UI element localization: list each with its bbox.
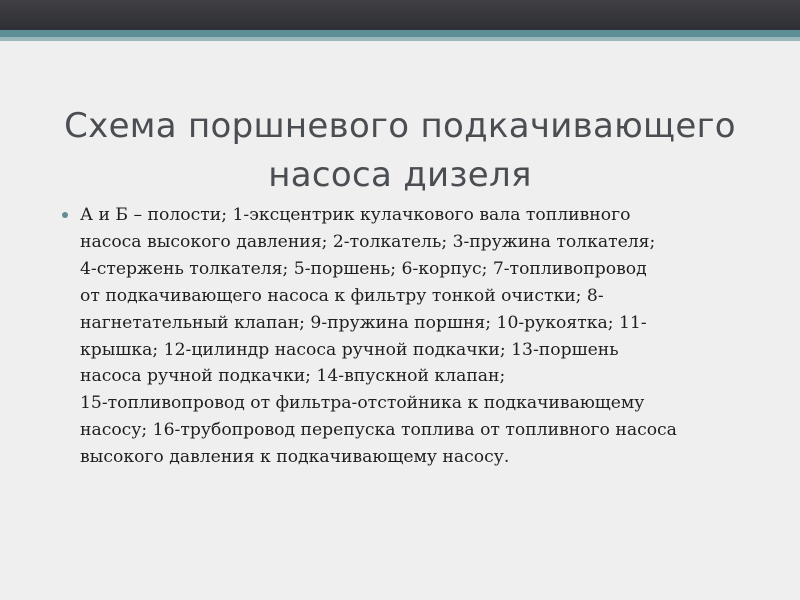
body-line-10: высокого давления к подкачивающему насосу. — [80, 447, 510, 468]
body-line-6: крышка; 12-цилиндр насоса ручной подкачки; 13-поршень — [80, 339, 619, 360]
body-line-3: 4-стержень толкателя; 5-поршень; 6-корпус; 7-топливопровод — [80, 258, 647, 279]
body-line-8: 15-топливопровод от фильтра-отстойника к подкачивающему — [80, 393, 645, 414]
body-line-4: от подкачивающего насоса к фильтру тонкой очистки; 8- — [80, 285, 604, 306]
body-line-5: нагнетательный клапан; 9-пружина поршня; 10-рукоятка; 11- — [80, 312, 647, 333]
body-line-7: насоса ручной подкачки; 14-впускной клапан; — [80, 366, 506, 387]
header-teal-stripe — [0, 30, 800, 37]
slide-body — [62, 202, 762, 471]
slide-title-line-1: Схема поршневого подкачивающего — [64, 106, 736, 146]
bullet-item — [62, 202, 762, 471]
header-light-stripe — [0, 37, 800, 41]
body-line-2: насоса высокого давления; 2-толкатель; 3-пружина толкателя; — [80, 231, 656, 252]
body-line-1: А и Б – полости; 1-эксцентрик кулачкового вала топливного — [80, 205, 631, 225]
bullet-dot-icon — [62, 212, 68, 218]
slide-title — [40, 102, 760, 200]
header-dark-bar — [0, 0, 800, 30]
body-line-9: насосу; 16-трубопровод перепуска топлива от топливного насоса — [80, 420, 677, 441]
slide-title-line-2: насоса дизеля — [268, 155, 532, 195]
